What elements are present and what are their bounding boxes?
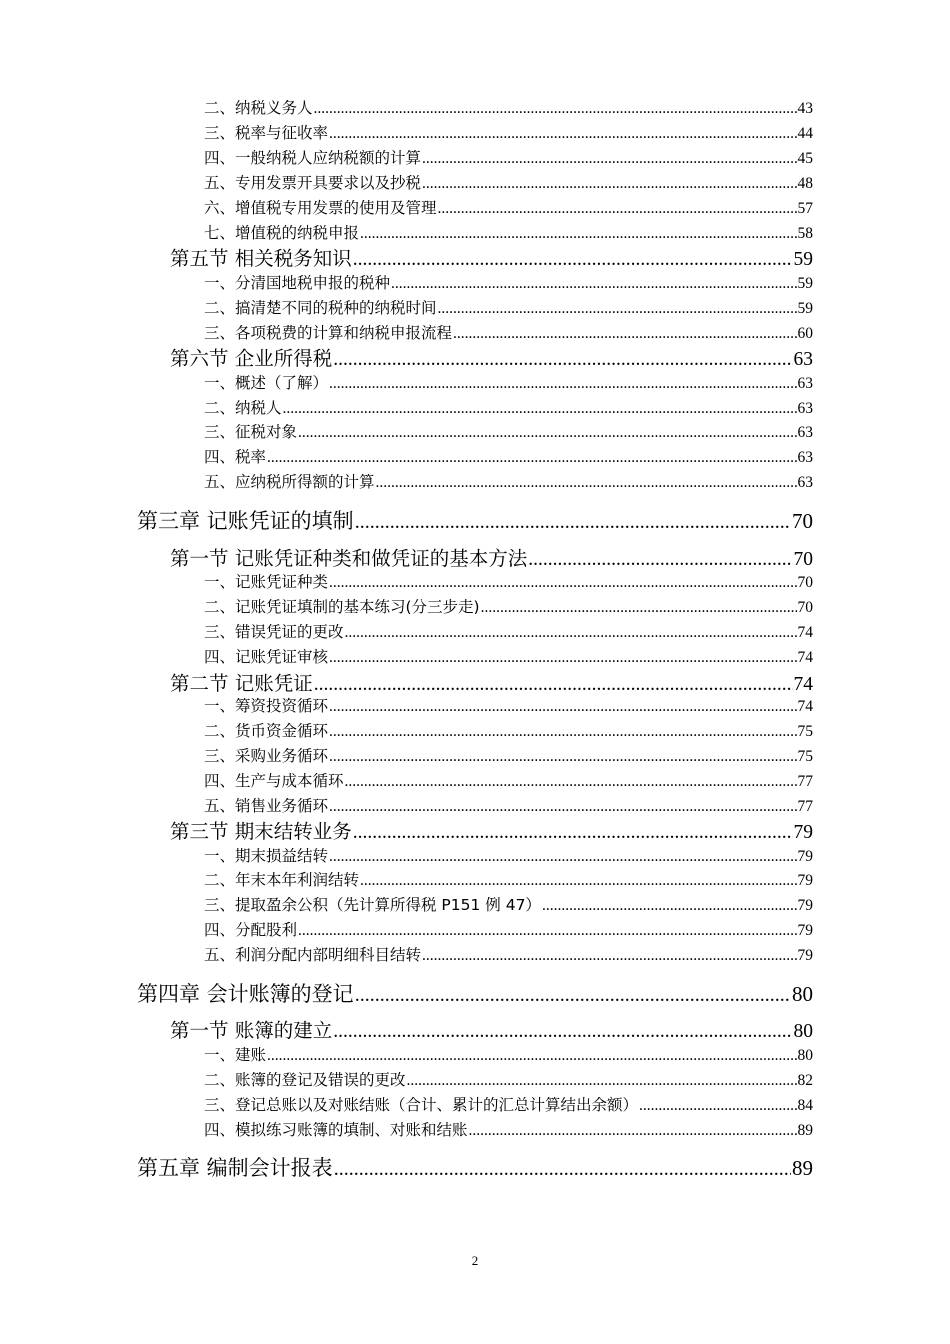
toc-leader-dots — [345, 774, 797, 790]
toc-entry-title: 三、错误凭证的更改 — [204, 623, 344, 641]
toc-entry — [170, 674, 813, 695]
toc-entry-title: 一、建账 — [204, 1046, 267, 1064]
toc-entry — [204, 1073, 813, 1089]
toc-entry-title: 三、各项税费的计算和纳税申报流程 — [204, 324, 453, 342]
toc-leader-dots — [528, 550, 792, 570]
toc-entry — [204, 575, 813, 591]
toc-entry-title: 第一节 账簿的建立 — [170, 1019, 333, 1042]
toc-entry — [170, 822, 813, 843]
toc-entry — [204, 475, 813, 491]
toc-leader-dots — [453, 326, 796, 342]
toc-entry — [204, 774, 813, 790]
toc-leader-dots — [333, 350, 792, 370]
toc-leader-dots — [391, 276, 796, 292]
toc-entry-page: 63 — [797, 400, 813, 417]
toc-entry-page: 43 — [797, 100, 813, 117]
toc-entry-page: 63 — [797, 474, 813, 491]
toc-entry-page: 74 — [793, 674, 813, 695]
toc-entry-page: 63 — [793, 349, 813, 370]
toc-leader-dots — [355, 985, 791, 1005]
toc-entry — [204, 849, 813, 865]
toc-entry — [204, 301, 813, 317]
toc-entry-title: 四、记账凭证审核 — [204, 648, 329, 666]
toc-entry — [204, 873, 813, 889]
toc-leader-dots — [329, 724, 796, 740]
toc-leader-dots — [376, 475, 797, 491]
toc-entry-title: 第三节 期末结转业务 — [170, 820, 352, 843]
toc-leader-dots — [267, 1048, 796, 1064]
toc-entry-title: 七、增值税的纳税申报 — [204, 224, 360, 242]
toc-entry — [170, 249, 813, 270]
toc-entry-title: 一、期末损益结转 — [204, 847, 329, 865]
toc-entry-page: 60 — [797, 325, 813, 342]
toc-leader-dots — [329, 699, 796, 715]
toc-leader-dots — [329, 799, 796, 815]
toc-entry — [137, 1158, 813, 1179]
toc-entry — [204, 650, 813, 666]
toc-entry-title: 六、增值税专用发票的使用及管理 — [204, 199, 437, 217]
toc-entry-title: 第六节 企业所得税 — [170, 347, 333, 370]
toc-leader-dots — [329, 849, 796, 865]
toc-entry — [204, 749, 813, 765]
toc-entry-title: 二、货币资金循环 — [204, 722, 329, 740]
toc-entry-page: 70 — [793, 549, 813, 570]
toc-entry-page: 75 — [797, 723, 813, 740]
toc-entry-title: 一、概述（了解） — [204, 374, 329, 392]
toc-entry — [204, 425, 813, 441]
toc-entry-title: 第五节 相关税务知识 — [170, 247, 352, 270]
toc-leader-dots — [298, 425, 796, 441]
toc-entry — [204, 151, 813, 167]
toc-entry-page: 74 — [797, 698, 813, 715]
toc-entry — [170, 549, 813, 570]
toc-entry-title: 四、税率 — [204, 448, 267, 466]
toc-leader-dots — [334, 1159, 791, 1179]
toc-entry — [204, 326, 813, 342]
toc-entry — [204, 201, 813, 217]
toc-entry — [204, 699, 813, 715]
toc-entry-title: 五、销售业务循环 — [204, 797, 329, 815]
toc-entry-title: 四、分配股利 — [204, 921, 298, 939]
toc-leader-dots — [314, 675, 793, 695]
toc-entry — [204, 1123, 813, 1139]
toc-leader-dots — [438, 201, 797, 217]
toc-entry-page: 84 — [797, 1097, 813, 1114]
toc-leader-dots — [329, 575, 796, 591]
toc-entry-page: 63 — [797, 375, 813, 392]
toc-leader-dots — [639, 1098, 796, 1114]
toc-entry — [204, 1098, 813, 1114]
toc-entry-page: 70 — [797, 599, 813, 616]
toc-entry-title: 五、专用发票开具要求以及抄税 — [204, 174, 422, 192]
toc-entry-page: 70 — [797, 574, 813, 591]
toc-entry — [204, 401, 813, 417]
toc-entry-title: 三、登记总账以及对账结账（合计、累计的汇总计算结出余额） — [204, 1096, 639, 1114]
toc-entry — [137, 984, 813, 1005]
toc-entry-page: 74 — [797, 624, 813, 641]
toc-entry-page: 80 — [792, 982, 813, 1006]
toc-entry-title: 二、搞清楚不同的税种的纳税时间 — [204, 299, 437, 317]
toc-entry-page: 59 — [797, 275, 813, 292]
toc-entry — [137, 511, 813, 532]
toc-leader-dots — [267, 450, 796, 466]
toc-entry-title: 三、征税对象 — [204, 423, 298, 441]
toc-leader-dots — [422, 948, 796, 964]
toc-entry-page: 45 — [797, 150, 813, 167]
toc-entry-page: 70 — [792, 509, 813, 533]
toc-entry-page: 58 — [797, 225, 813, 242]
toc-entry-page: 59 — [793, 249, 813, 270]
page-number: 2 — [471, 1253, 479, 1268]
toc-entry-title: 二、年末本年利润结转 — [204, 871, 360, 889]
toc-entry-title: 四、模拟练习账簿的填制、对账和结账 — [204, 1121, 468, 1139]
toc-entry-page: 82 — [797, 1072, 813, 1089]
toc-leader-dots — [353, 250, 793, 270]
toc-leader-dots — [360, 873, 796, 889]
toc-entry-page: 79 — [793, 822, 813, 843]
toc-entry-title: 五、利润分配内部明细科目结转 — [204, 946, 422, 964]
toc-entry-title: 一、筹资投资循环 — [204, 697, 329, 715]
toc-entry-title: 第三章 记账凭证的填制 — [137, 509, 354, 533]
toc-entry-title: 二、记账凭证填制的基本练习(分三步走) — [204, 598, 480, 616]
toc-leader-dots — [469, 1123, 797, 1139]
toc-entry — [204, 600, 813, 616]
toc-leader-dots — [314, 101, 797, 117]
toc-entry — [204, 898, 813, 914]
toc-entry — [204, 126, 813, 142]
toc-entry-page: 80 — [797, 1047, 813, 1064]
toc-leader-dots — [353, 823, 793, 843]
toc-entry-title: 二、纳税人 — [204, 399, 282, 417]
toc-leader-dots — [360, 226, 796, 242]
toc-entry-page: 63 — [797, 449, 813, 466]
toc-leader-dots — [481, 600, 797, 616]
toc-leader-dots — [422, 176, 796, 192]
toc-entry — [204, 376, 813, 392]
toc-entry-page: 63 — [797, 424, 813, 441]
toc-entry-page: 44 — [797, 125, 813, 142]
toc-entry-title: 一、记账凭证种类 — [204, 573, 329, 591]
toc-entry-page: 80 — [793, 1021, 813, 1042]
toc-entry-page: 79 — [797, 922, 813, 939]
toc-entry — [170, 349, 813, 370]
toc-entry-title: 一、分清国地税申报的税种 — [204, 274, 391, 292]
toc-entry-title: 二、纳税义务人 — [204, 99, 313, 117]
toc-leader-dots — [329, 749, 796, 765]
toc-entry — [204, 799, 813, 815]
toc-entry-title: 二、账簿的登记及错误的更改 — [204, 1071, 406, 1089]
toc-entry-page: 57 — [797, 200, 813, 217]
toc-entry — [204, 226, 813, 242]
toc-entry-title: 五、应纳税所得额的计算 — [204, 473, 375, 491]
toc-entry — [204, 948, 813, 964]
toc-entry — [204, 724, 813, 740]
toc-entry-title: 四、一般纳税人应纳税额的计算 — [204, 149, 422, 167]
toc-entry-page: 79 — [797, 848, 813, 865]
toc-leader-dots — [283, 401, 797, 417]
toc-entry-title: 三、税率与征收率 — [204, 124, 329, 142]
toc-entry-page: 89 — [797, 1122, 813, 1139]
toc-entry-title: 四、生产与成本循环 — [204, 772, 344, 790]
toc-leader-dots — [329, 376, 796, 392]
toc-entry-page: 79 — [797, 947, 813, 964]
toc-entry — [204, 101, 813, 117]
toc-entry — [204, 1048, 813, 1064]
toc-entry — [204, 276, 813, 292]
toc-entry-page: 75 — [797, 748, 813, 765]
toc-entry-page: 79 — [797, 872, 813, 889]
toc-entry-title: 三、采购业务循环 — [204, 747, 329, 765]
toc-leader-dots — [329, 126, 796, 142]
toc-entry-page: 77 — [797, 798, 813, 815]
toc-entry-title: 第四章 会计账簿的登记 — [137, 982, 354, 1006]
toc-entry-page: 79 — [797, 897, 813, 914]
toc-entry-page: 59 — [797, 300, 813, 317]
toc-leader-dots — [407, 1073, 797, 1089]
toc-entry — [204, 176, 813, 192]
toc-leader-dots — [345, 625, 797, 641]
toc-entry-page: 89 — [792, 1156, 813, 1180]
toc-entry — [204, 625, 813, 641]
toc-entry-title: 第一节 记账凭证种类和做凭证的基本方法 — [170, 547, 528, 570]
toc-entry-page: 48 — [797, 175, 813, 192]
toc-leader-dots — [422, 151, 796, 167]
toc-leader-dots — [355, 512, 791, 532]
toc-entry-title: 第二节 记账凭证 — [170, 672, 313, 695]
toc-entry — [170, 1021, 813, 1042]
toc-leader-dots — [542, 898, 797, 914]
toc-entry-page: 77 — [797, 773, 813, 790]
toc-entry — [204, 450, 813, 466]
toc-entry-page: 74 — [797, 649, 813, 666]
toc-leader-dots — [298, 923, 796, 939]
toc-entry-title: 三、提取盈余公积（先计算所得税 P151 例 47） — [204, 896, 541, 914]
toc-entry-title: 第五章 编制会计报表 — [137, 1156, 333, 1180]
toc-entry — [204, 923, 813, 939]
toc-leader-dots — [329, 650, 796, 666]
toc-leader-dots — [333, 1022, 792, 1042]
toc-leader-dots — [438, 301, 797, 317]
